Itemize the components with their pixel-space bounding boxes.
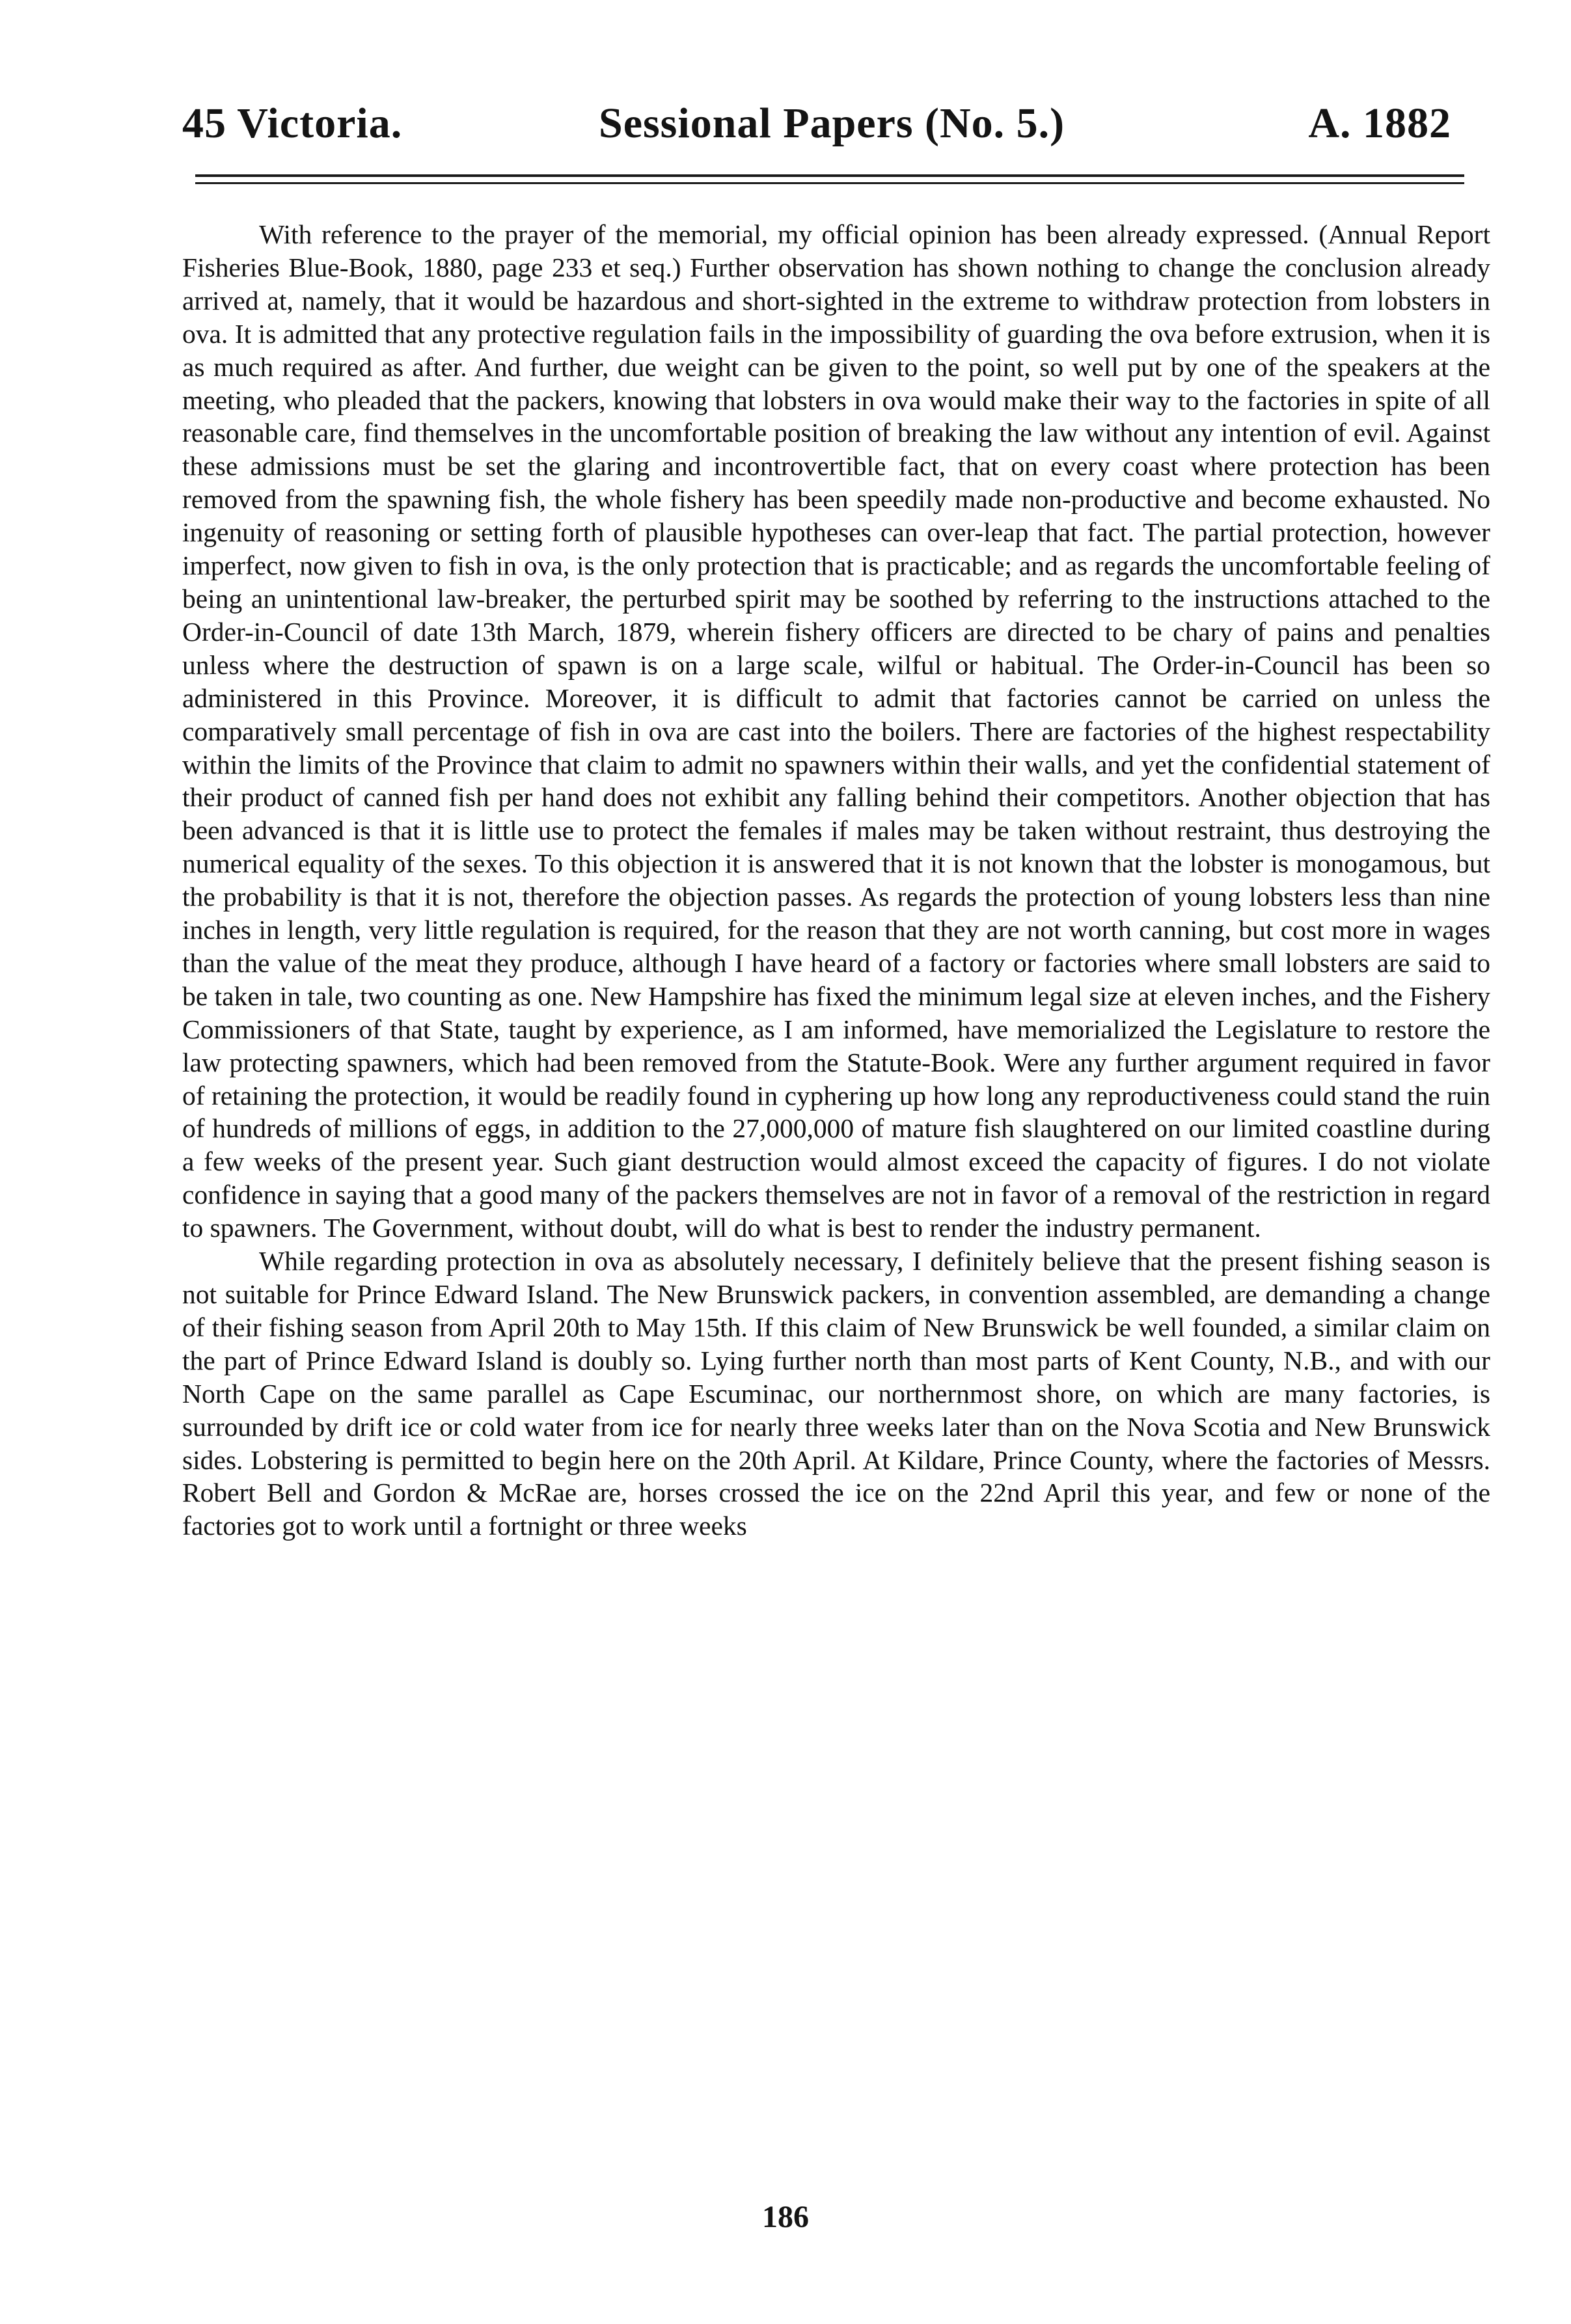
body-text	[182, 218, 1490, 1543]
header-rule-top	[195, 174, 1464, 177]
header-rule-bottom	[195, 182, 1464, 184]
running-header	[182, 98, 1451, 150]
paragraph-fishing-season: While regarding protection in ova as absolutely necessary, I definitely believe that the present fishing season is not suitable for Prince Edward Island. The New Brunswick packers, in convention assembled, are demanding a change of their fishing season from April 20th to May 15th. If this claim of New Brunswick be well founded, a similar claim on the part of Prince Edward Island is doubly so. Lying further north than most parts of Kent County, N.B., and with our North Cape on the same parallel as Cape Escuminac, our northernmost shore, on which are many factories, is surrounded by drift ice or cold water from ice for nearly three weeks later than on the Nova Scotia and New Brunswick sides. Lobstering is permitted to begin here on the 20th April. At Kildare, Prince County, where the factories of Messrs. Robert Bell and Gordon & McRae are, horses crossed the ice on the 22nd April this year, and few or none of the factories got to work until a fortnight or three weeks	[182, 1246, 1490, 1541]
paragraph-memorial-opinion: With reference to the prayer of the memorial, my official opinion has been already expressed. (Annual Report Fisheries Blue-Book, 1880, page 233 et seq.) Further observation has shown nothing to change the conclusion already arrived at, namely, that it would be hazardous and short-sighted in the extreme to withdraw protection from lobsters in ova. It is admitted that any protective regulation fails in the impossibility of guarding the ova before extrusion, when it is as much required as after. And further, due weight can be given to the point, so well put by one of the speakers at the meeting, who pleaded that the packers, knowing that lobsters in ova would make their way to the factories in spite of all reasonable care, find themselves in the uncomfortable position of breaking the law without any intention of evil. Against these admissions must be set the glaring and incontrovertible fact, that on every coast where protection has been removed from the spawning fish, the whole fishery has been speedily made non-productive and become exhausted. No ingenuity of reasoning or setting forth of plausible hypotheses can over-leap that fact. The partial protection, however imperfect, now given to fish in ova, is the only protection that is practicable; and as regards the uncomfortable feeling of being an unintentional law-breaker, the perturbed spirit may be soothed by referring to the instructions attached to the Order-in-Council of date 13th March, 1879, wherein fishery officers are directed to be chary of pains and penalties unless where the destruction of spawn is on a large scale, wilful or habitual. The Order-in-Council has been so administered in this Province. Moreover, it is difficult to admit that factories cannot be carried on unless the comparatively small percentage of fish in ova are cast into the boilers. There are factories of the highest respectability within the limits of the Province that claim to admit no spawners within their walls, and yet the confidential statement of their product of canned fish per hand does not exhibit any falling behind their competitors. Another objection that has been advanced is that it is little use to protect the females if males may be taken without restraint, thus destroying the numerical equality of the sexes. To this objection it is answered that it is not known that the lobster is monogamous, but the probability is that it is not, therefore the objection passes. As regards the protection of young lobsters less than nine inches in length, very little regulation is required, for the reason that they are not worth canning, but cost more in wages than the value of the meat they produce, although I have heard of a factory or factories where small lobsters are said to be taken in tale, two counting as one. New Hampshire has fixed the minimum legal size at eleven inches, and the Fishery Commissioners of that State, taught by experience, as I am informed, have memorialized the Legislature to restore the law protecting spawners, which had been removed from the Statute-Book. Were any further argument required in favor of retaining the protection, it would be readily found in cyphering up how long any reproductiveness could stand the ruin of hundreds of millions of eggs, in addition to the 27,000,000 of mature fish slaughtered on our limited coastline during a few weeks of the present year. Such giant destruction would almost exceed the capacity of figures. I do not violate confidence in saying that a good many of the packers themselves are not in favor of a removal of the restriction in regard to spawners. The Government, without doubt, will do what is best to render the industry permanent.	[182, 219, 1490, 1243]
page-number: 186	[762, 2200, 809, 2234]
header-year: A. 1882	[1308, 100, 1451, 147]
header-session: 45 Victoria.	[182, 100, 403, 147]
header-title: Sessional Papers (No. 5.)	[599, 100, 1065, 147]
